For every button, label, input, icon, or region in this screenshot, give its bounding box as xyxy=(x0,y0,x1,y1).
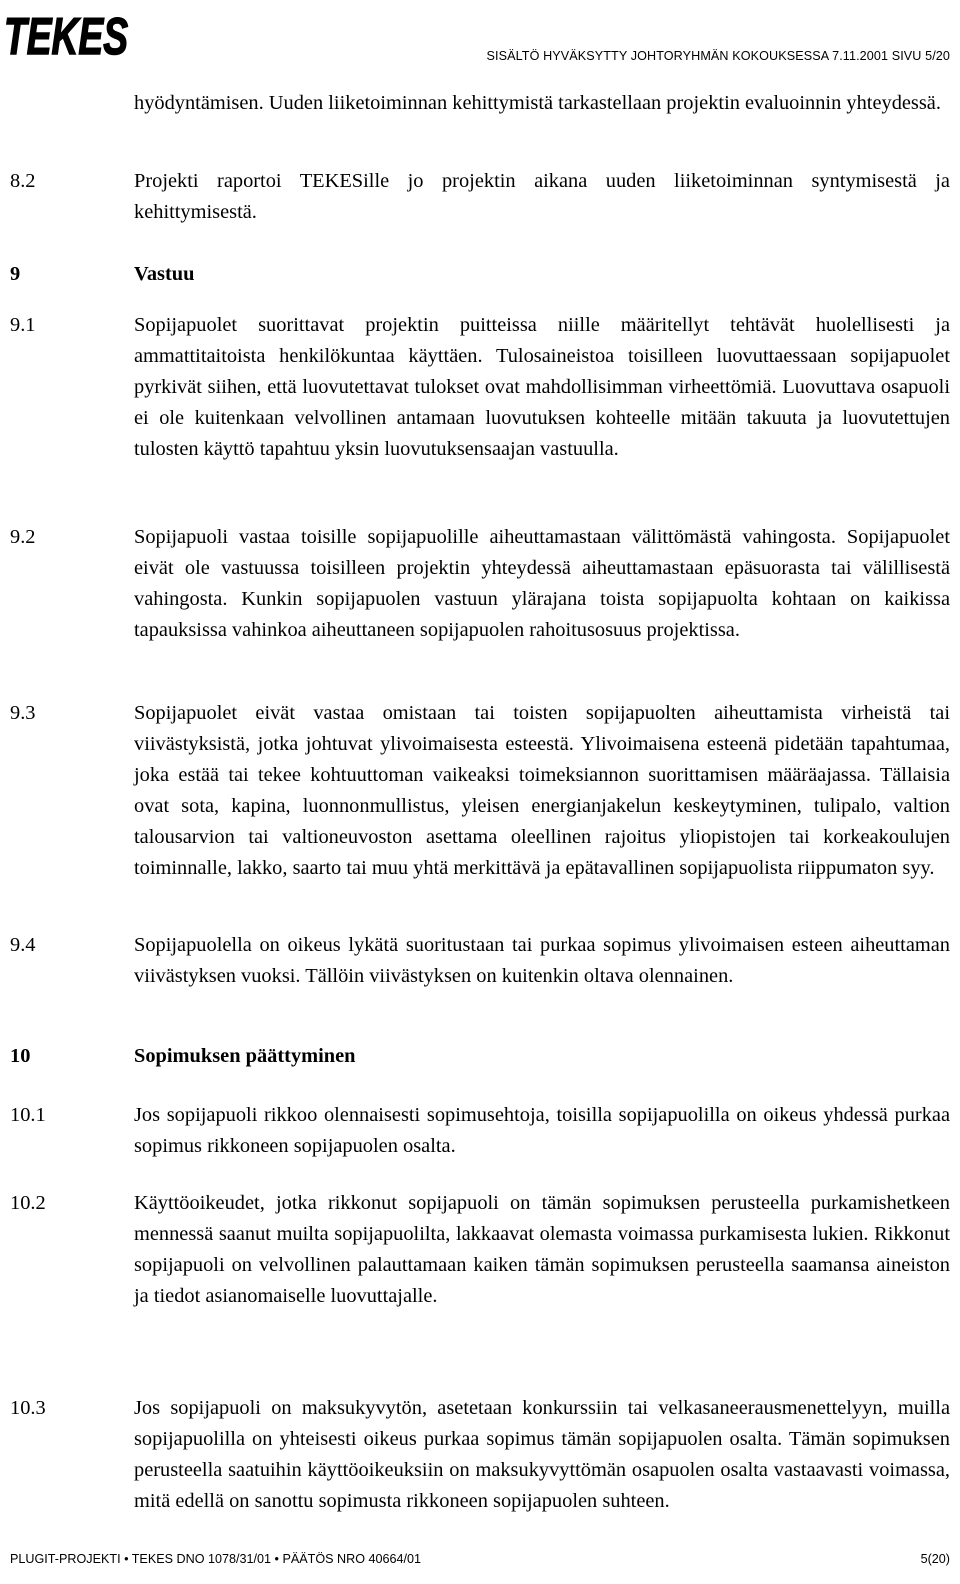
section-10-3 xyxy=(10,1393,950,1517)
section-number: 9.2 xyxy=(10,526,36,548)
heading-9 xyxy=(10,259,950,290)
page-header-title: SISÄLTÖ HYVÄKSYTTY JOHTORYHMÄN KOKOUKSESSA 7.11.2001 SIVU 5/20 xyxy=(486,49,950,63)
section-9-4 xyxy=(10,930,950,992)
page-footer xyxy=(10,1552,950,1566)
section-heading: Sopimuksen päättyminen xyxy=(134,1045,356,1067)
section-number: 8.2 xyxy=(10,170,36,192)
section-9-2 xyxy=(10,522,950,646)
footer-page-number: 5(20) xyxy=(920,1552,950,1566)
section-number: 10 xyxy=(10,1045,31,1067)
section-number: 9.3 xyxy=(10,702,36,724)
section-text: hyödyntämisen. Uuden liiketoiminnan kehittymistä tarkastellaan projektin evaluoinnin yhteydessä. xyxy=(134,92,941,114)
section-8-2 xyxy=(10,166,950,228)
section-text: Projekti raportoi TEKESille jo projektin aikana uuden liiketoiminnan syntymisestä ja kehittymisestä. xyxy=(134,170,950,223)
heading-10 xyxy=(10,1041,950,1072)
tekes-logo xyxy=(4,4,132,66)
section-9-3 xyxy=(10,698,950,884)
section-continuation xyxy=(10,88,950,119)
section-heading: Vastuu xyxy=(134,263,195,285)
section-10-2 xyxy=(10,1188,950,1312)
section-number: 9.1 xyxy=(10,314,36,336)
section-text: Sopijapuolet eivät vastaa omistaan tai toisten sopijapuolten aiheuttamista virheistä tai viivästyksistä, jotka johtuvat ylivoimaisesta esteestä. Ylivoimaisena esteenä pidetään tapahtumaa, joka estää tai tekee kohtuuttoman vaikeaksi toimeksiannon suorittamisen määräajassa. Tällaisia ovat sota, kapina, luonnonmullistus, yleisen energianjakelun keskeytyminen, tulipalo, valtion talousarvion tai valtioneuvoston asettama oleellinen rajoitus yliopistojen tai korkeakoulujen toiminnalle, lakko, saarto tai muu yhtä merkittävä ja epätavallinen sopijapuolista riippumaton syy. xyxy=(134,702,950,879)
section-text: Sopijapuoli vastaa toisille sopijapuolille aiheuttamastaan välittömästä vahingosta. Sopijapuolet eivät ole vastuussa toisilleen projektin yhteydessä aiheuttamastaan epäsuorasta tai välillisestä vahingosta. Kunkin sopijapuolen vastuun ylärajana toista sopijapuolta kohtaan on kaikissa tapauksissa vahinkoa aiheuttaneen sopijapuolen rahoitusosuus projektissa. xyxy=(134,526,950,641)
section-number: 9 xyxy=(10,263,21,285)
section-number: 10.1 xyxy=(10,1104,46,1126)
section-number: 9.4 xyxy=(10,934,36,956)
section-number: 10.3 xyxy=(10,1397,46,1419)
section-text: Sopijapuolet suorittavat projektin puitteissa niille määritellyt tehtävät huolellisesti ja ammattitaitoista henkilökuntaa käyttäen. Tulosaineistoa toisilleen luovuttaessaan sopijapuolet pyrkivät siihen, että luovutettavat tulokset ovat mahdollisimman virheettömiä. Luovuttava osapuoli ei ole kuitenkaan velvollinen antamaan luovutuksen kohteelle mitään takuuta ja luovutettujen tulosten käyttö tapahtuu yksin luovutuksensaajan vastuulla. xyxy=(134,314,950,460)
section-text: Sopijapuolella on oikeus lykätä suoritustaan tai purkaa sopimus ylivoimaisen esteen aiheuttaman viivästyksen vuoksi. Tällöin viivästyksen on kuitenkin oltava olennainen. xyxy=(134,934,950,987)
section-text: Käyttöoikeudet, jotka rikkonut sopijapuoli on tämän sopimuksen perusteella purkamishetkeen mennessä saanut muilta sopijapuolilta, lakkaavat olemasta voimassa purkamisesta lukien. Rikkonut sopijapuoli on velvollinen palauttamaan kaiken tämän sopimuksen perusteella saamansa aineiston ja tiedot asianomaiselle luovuttajalle. xyxy=(134,1192,950,1307)
section-number: 10.2 xyxy=(10,1192,46,1214)
section-text: Jos sopijapuoli on maksukyvytön, asetetaan konkurssiin tai velkasaneerausmenettelyyn, muilla sopijapuolilla on yhteisesti oikeus purkaa sopimus tämän sopijapuolen osalta. Tämän sopimuksen perusteella saatuihin käyttöoikeuksiin on maksukyvyttömän osapuolen osalta vastaavasti voimassa, mitä edellä on sanottu sopimusta rikkoneen sopijapuolen suhteen. xyxy=(134,1397,950,1512)
section-9-1 xyxy=(10,310,950,465)
section-text: Jos sopijapuoli rikkoo olennaisesti sopimusehtoja, toisilla sopijapuolilla on oikeus yhdessä purkaa sopimus rikkoneen sopijapuolen osalta. xyxy=(134,1104,950,1157)
section-10-1 xyxy=(10,1100,950,1162)
logo-wordmark: TEKES xyxy=(4,8,129,66)
footer-document-info: PLUGIT-PROJEKTI • TEKES DNO 1078/31/01 • PÄÄTÖS NRO 40664/01 xyxy=(10,1552,422,1566)
